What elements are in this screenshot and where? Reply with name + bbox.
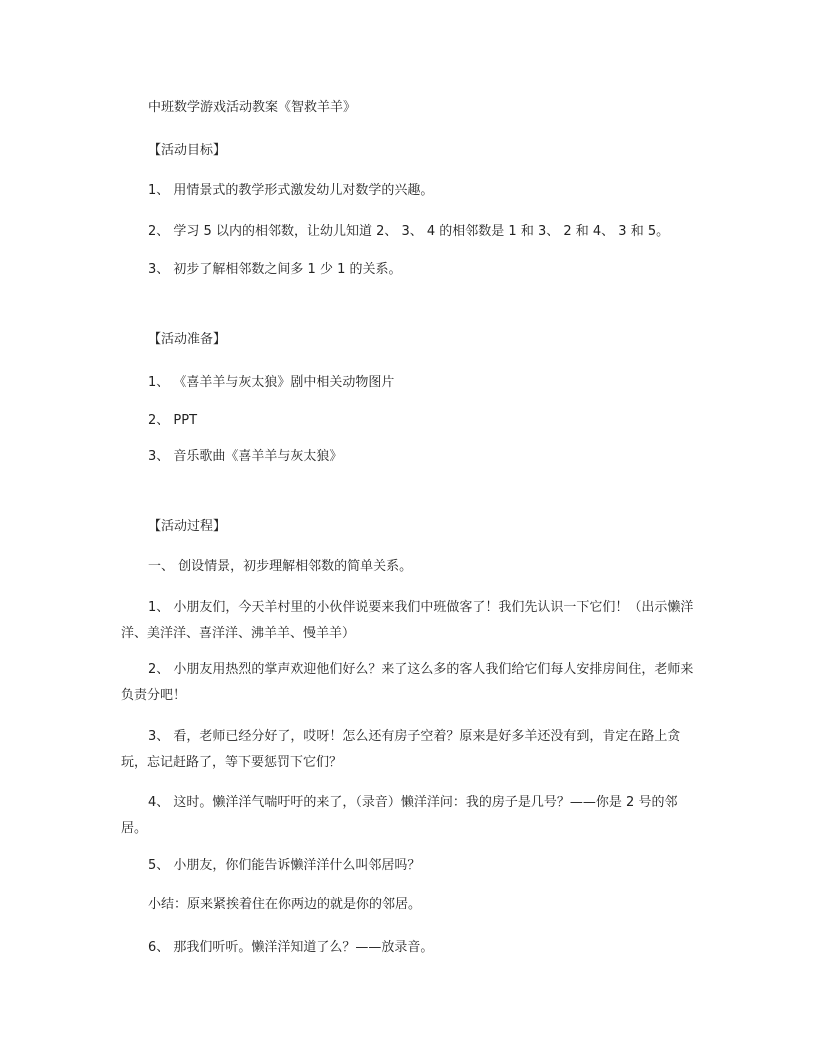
process-step: 4、 这时。懒洋洋气喘吁吁的来了，（录音）懒洋洋问：我的房子是几号？——你是 2 号的邻居。 <box>121 795 678 836</box>
process-step: 3、 看，老师已经分好了，哎呀！怎么还有房子空着？原来是好多羊还没有到，肯定在路上贪玩，忘记赶路了，等下要惩罚下它们？ <box>121 729 681 770</box>
prep-item: 2、 PPT <box>148 413 198 428</box>
process-step: 6、 那我们听听。懒洋洋知道了么？——放录音。 <box>148 940 434 955</box>
goal-heading: 【活动目标】 <box>148 143 227 158</box>
section-heading: 一、 创设情景，初步理解相邻数的简单关系。 <box>148 559 413 574</box>
prep-heading: 【活动准备】 <box>148 332 227 347</box>
summary-text: 小结：原来紧挨着住在你两边的就是你的邻居。 <box>148 897 422 912</box>
process-step: 5、 小朋友，你们能告诉懒洋洋什么叫邻居吗？ <box>148 858 421 873</box>
document-title: 中班数学游戏活动教案《智救羊羊》 <box>148 100 357 115</box>
process-step: 1、 小朋友们，今天羊村里的小伙伴说要来我们中班做客了！我们先认识一下它们！（出示懒洋洋、美洋洋、喜洋洋、沸羊羊、慢羊羊） <box>121 600 694 641</box>
goal-item: 2、 学习 5 以内的相邻数，让幼儿知道 2、 3、 4 的相邻数是 1 和 3、 2 和 4、 3 和 5。 <box>148 224 670 239</box>
goal-item: 3、 初步了解相邻数之间多 1 少 1 的关系。 <box>148 262 402 277</box>
goal-item: 1、 用情景式的教学形式激发幼儿对数学的兴趣。 <box>148 183 434 198</box>
process-heading: 【活动过程】 <box>148 519 227 534</box>
prep-item: 3、 音乐歌曲《喜羊羊与灰太狼》 <box>148 449 343 464</box>
process-step: 2、 小朋友用热烈的掌声欢迎他们好么？来了这么多的客人我们给它们每人安排房间住，老师来负责分吧！ <box>121 662 694 703</box>
prep-item: 1、 《喜羊羊与灰太狼》剧中相关动物图片 <box>148 375 395 390</box>
